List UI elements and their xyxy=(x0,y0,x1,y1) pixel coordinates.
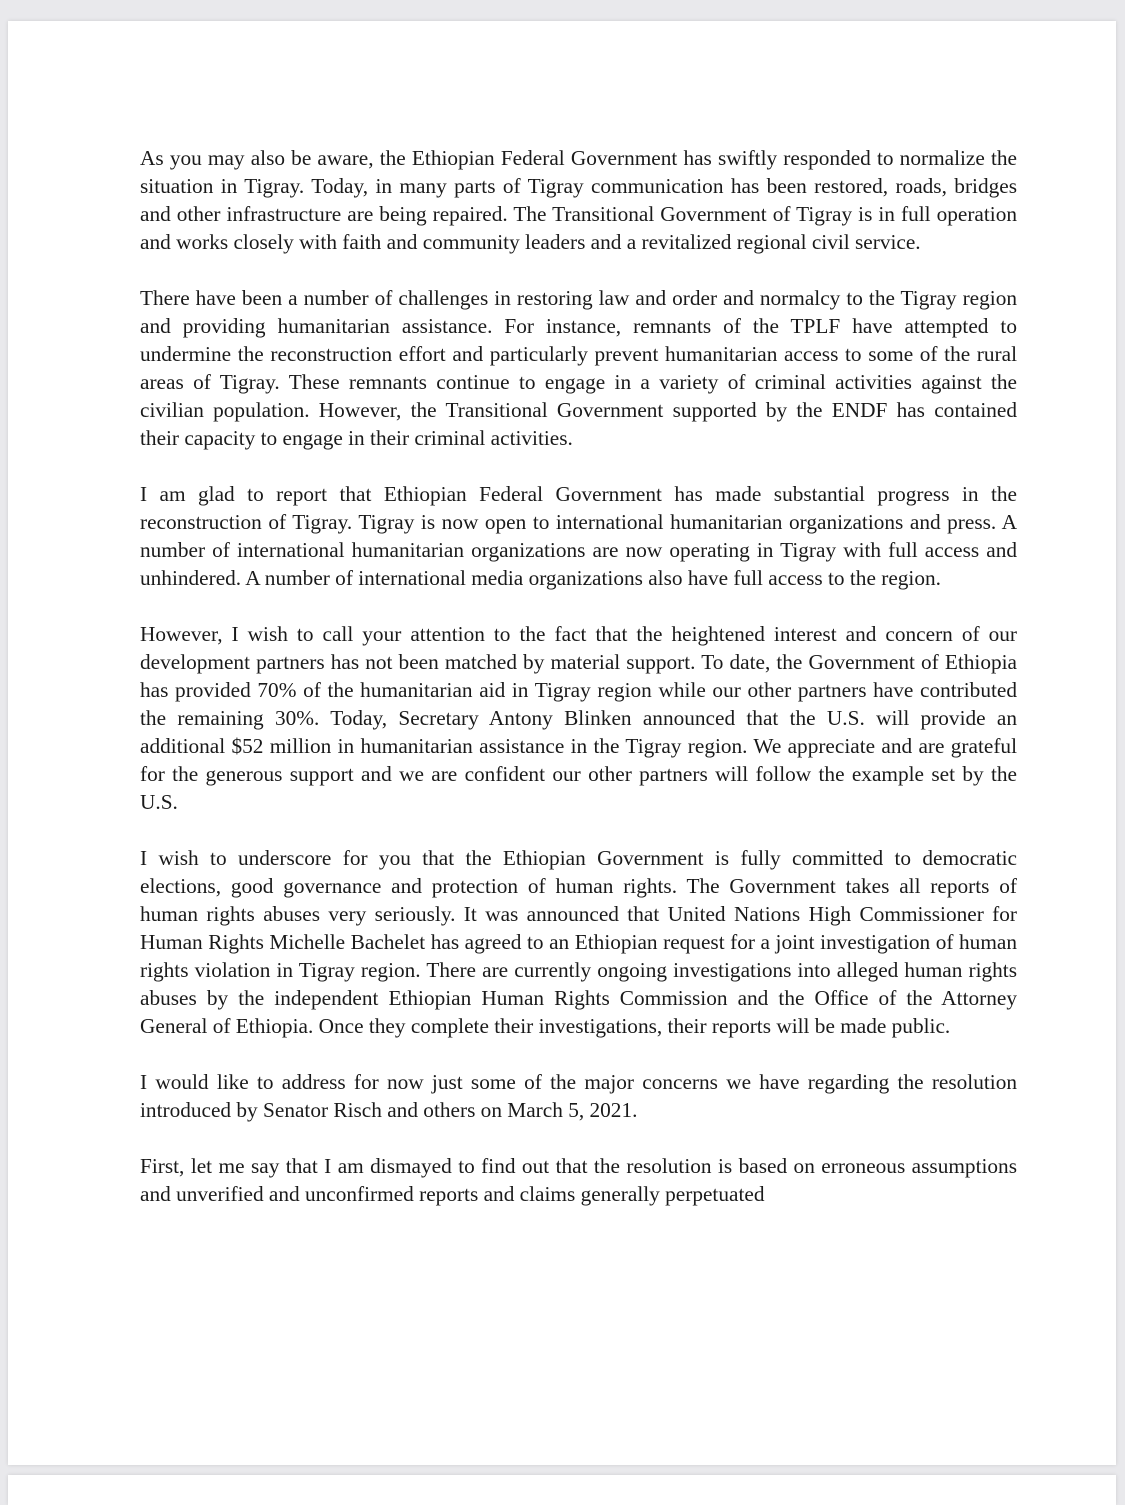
paragraph-material-support: However, I wish to call your attention to the fact that the heightened interest and concern of our development partners has not been matched by material support. To date, the Government of Ethiopia has provided 70% of the humanitarian aid in Tigray region while our other partners have contributed the remaining 30%. Today, Secretary Antony Blinken announced that the U.S. will provide an additional $52 million in humanitarian assistance in the Tigray region. We appreciate and are grateful for the generous support and we are confident our other partners will follow the example set by the U.S. xyxy=(140,622,1017,814)
next-page-edge xyxy=(8,1475,1116,1505)
letter-body xyxy=(140,144,1017,1236)
document-page xyxy=(8,21,1116,1465)
paragraph-progress: I am glad to report that Ethiopian Federal Government has made substantial progress in the reconstruction of Tigray. Tigray is now open to international humanitarian organizations and press. A number of international humanitarian organizations are now operating in Tigray with full access and unhindered. A number of international media organizations also have full access to the region. xyxy=(140,482,1017,590)
paragraph-human-rights: I wish to underscore for you that the Ethiopian Government is fully committed to democratic elections, good governance and protection of human rights. The Government takes all reports of human rights abuses very seriously. It was announced that United Nations High Commissioner for Human Rights Michelle Bachelet has agreed to an Ethiopian request for a joint investigation of human rights violation in Tigray region. There are currently ongoing investigations into alleged human rights abuses by the independent Ethiopian Human Rights Commission and the Office of the Attorney General of Ethiopia. Once they complete their investigations, their reports will be made public. xyxy=(140,846,1017,1038)
paragraph-erroneous-assumptions: First, let me say that I am dismayed to find out that the resolution is based on erroneous assumptions and unverified and unconfirmed reports and claims generally perpetuated xyxy=(140,1154,1017,1206)
paragraph-resolution-concerns: I would like to address for now just some of the major concerns we have regarding the resolution introduced by Senator Risch and others on March 5, 2021. xyxy=(140,1070,1017,1122)
paragraph-normalization: As you may also be aware, the Ethiopian Federal Government has swiftly responded to normalize the situation in Tigray. Today, in many parts of Tigray communication has been restored, roads, bridges and other infrastructure are being repaired. The Transitional Government of Tigray is in full operation and works closely with faith and community leaders and a revitalized regional civil service. xyxy=(140,146,1017,254)
paragraph-challenges: There have been a number of challenges in restoring law and order and normalcy to the Tigray region and providing humanitarian assistance. For instance, remnants of the TPLF have attempted to undermine the reconstruction effort and particularly prevent humanitarian access to some of the rural areas of Tigray. These remnants continue to engage in a variety of criminal activities against the civilian population. However, the Transitional Government supported by the ENDF has contained their capacity to engage in their criminal activities. xyxy=(140,286,1017,450)
